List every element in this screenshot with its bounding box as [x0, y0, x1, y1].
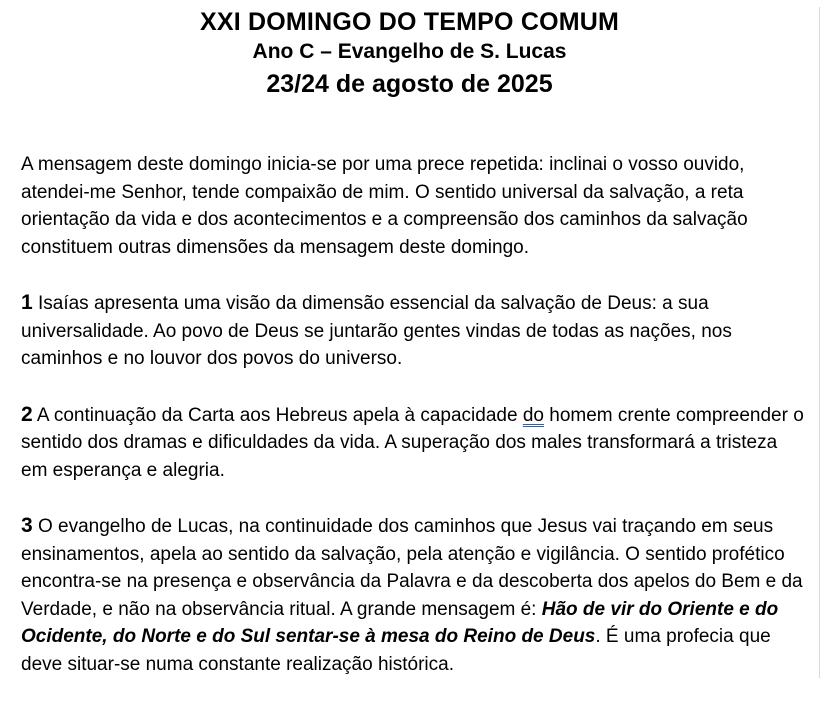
- document-body: [21, 151, 806, 706]
- point-2-number: 2: [21, 402, 33, 426]
- intro-paragraph: A mensagem deste domingo inicia-se por uma prece repetida: inclinai o vosso ouvido, atendei-me Senhor, tende compaixão de mim. O sentido universal da salvação, a reta orientação da vida e dos acontecimentos e a compreensão dos caminhos da salvação constituem outras dimensões da mensagem deste domingo.: [21, 154, 748, 258]
- point-2-text-after: homem crente compreender o sentido dos dramas e dificuldades da vida. A superação dos males transformará a tristeza em esperança e alegria.: [21, 404, 804, 481]
- point-3-text-before: O evangelho de Lucas, na continuidade dos caminhos que Jesus vai traçando em seus ensinamentos, apela ao sentido da salvação, pela atenção e vigilância. O sentido profético encontra-se na presença e observância da Palavra e da descoberta dos apelos do Bem e da Verdade, e não na observância ritual. A grande mensagem é:: [21, 516, 803, 620]
- point-1-text: Isaías apresenta uma visão da dimensão essencial da salvação de Deus: a sua universalidade. Ao povo de Deus se juntarão gentes vindas de todas as nações, nos caminhos e no louvor dos povos do universo.: [21, 293, 732, 369]
- point-3-paragraph: [21, 512, 806, 678]
- document-date: 23/24 de agosto de 2025: [266, 70, 553, 98]
- document-title: XXI DOMINGO DO TEMPO COMUM: [199, 8, 620, 36]
- point-3-text-after: . É uma profecia que deve situar-se numa constante realização histórica.: [21, 626, 771, 675]
- document-header: [0, 7, 819, 101]
- point-1-paragraph: [21, 289, 806, 373]
- point-2-text-before: A continuação da Carta aos Hebreus apela à capacidade: [36, 404, 523, 426]
- point-3-emphasis: Hão de vir do Oriente e do Ocidente, do Norte e do Sul sentar-se à mesa do Reino de Deus: [21, 598, 779, 647]
- point-2-marked-word: do: [522, 404, 544, 426]
- document-subtitle: Ano C – Evangelho de S. Lucas: [252, 40, 567, 63]
- point-3-number: 3: [21, 514, 33, 537]
- point-2-paragraph: [21, 401, 806, 485]
- point-1-number: 1: [21, 291, 33, 314]
